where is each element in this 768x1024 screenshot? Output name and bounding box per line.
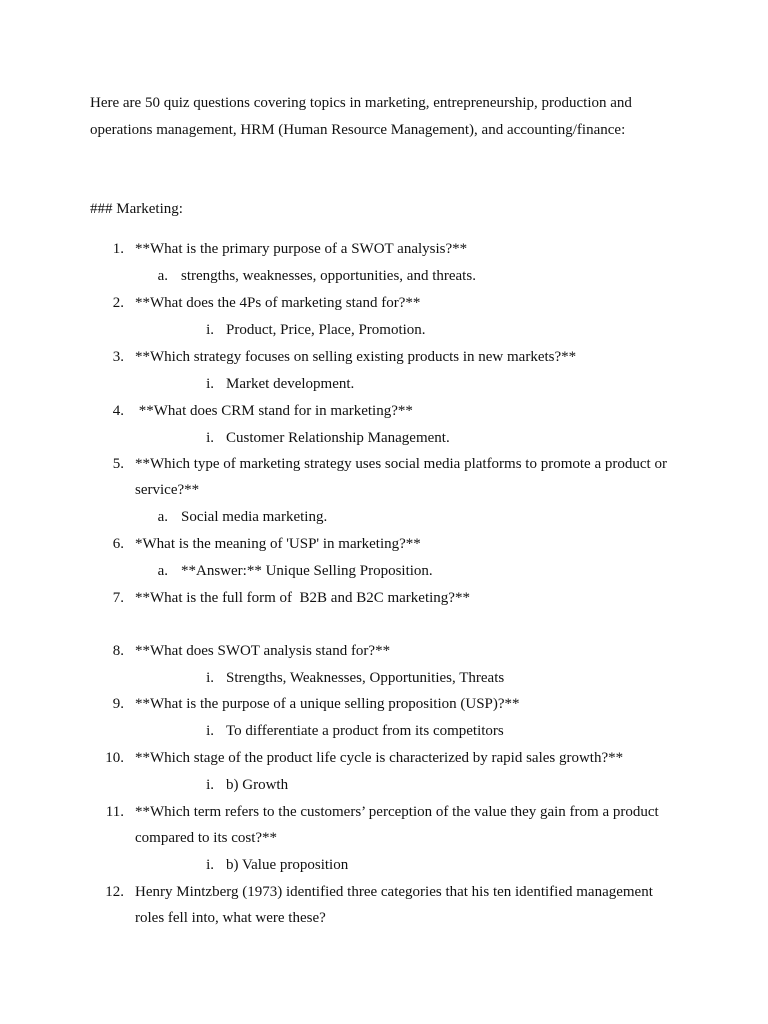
answer-marker: i. [206, 857, 214, 873]
question-text: **What is the primary purpose of a SWOT analysis?** [135, 241, 468, 257]
answer-marker: i. [206, 322, 214, 338]
question-text-continued: compared to its cost?** [135, 830, 278, 846]
answer-text: **Answer:** Unique Selling Proposition. [181, 563, 433, 579]
question-number: 7. [112, 590, 124, 606]
answer-text: b) Value proposition [226, 857, 349, 873]
question-text: **Which type of marketing strategy uses social media platforms to promote a product or [135, 456, 667, 472]
answer-marker: i. [206, 376, 214, 392]
question-number: 4. [112, 403, 124, 419]
question-text: **Which term refers to the customers’ perception of the value they gain from a product [135, 804, 659, 820]
intro-line-1: Here are 50 quiz questions covering topics in marketing, entrepreneurship, production and [90, 95, 632, 111]
question-number: 9. [112, 696, 124, 712]
answer-marker: i. [206, 777, 214, 793]
question-number: 1. [112, 241, 124, 257]
question-text: **What is the purpose of a unique selling proposition (USP)?** [135, 696, 520, 712]
question-text: **What does CRM stand for in marketing?** [135, 403, 413, 419]
question-number: 3. [112, 349, 124, 365]
answer-marker: i. [206, 670, 214, 686]
answer-marker: a. [157, 509, 168, 525]
question-number: 5. [112, 456, 124, 472]
question-number: 10. [105, 750, 124, 766]
answer-marker: a. [157, 268, 168, 284]
answer-text: Product, Price, Place, Promotion. [226, 322, 426, 338]
answer-marker: i. [206, 723, 214, 739]
intro-line-2: operations management, HRM (Human Resource Management), and accounting/finance: [90, 122, 626, 138]
question-text: **Which stage of the product life cycle is characterized by rapid sales growth?** [135, 750, 624, 766]
question-number: 6. [112, 536, 124, 552]
question-text: **Which strategy focuses on selling existing products in new markets?** [135, 349, 577, 365]
answer-text: b) Growth [226, 777, 289, 793]
question-text-continued: service?** [135, 482, 200, 498]
question-text: **What does the 4Ps of marketing stand for?** [135, 295, 421, 311]
answer-text: Customer Relationship Management. [226, 430, 450, 446]
question-number: 11. [105, 804, 124, 820]
answer-text: Strengths, Weaknesses, Opportunities, Threats [226, 670, 505, 686]
answer-marker: i. [206, 430, 214, 446]
answer-text: To differentiate a product from its competitors [226, 723, 504, 739]
question-text: **What does SWOT analysis stand for?** [135, 643, 391, 659]
answer-text: strengths, weaknesses, opportunities, and threats. [181, 268, 476, 284]
question-number: 12. [105, 884, 124, 900]
question-text: *What is the meaning of 'USP' in marketing?** [135, 536, 421, 552]
question-number: 2. [112, 295, 124, 311]
answer-marker: a. [157, 563, 168, 579]
question-text: Henry Mintzberg (1973) identified three categories that his ten identified management [135, 884, 653, 900]
answer-text: Social media marketing. [181, 509, 328, 525]
question-text-continued: roles fell into, what were these? [135, 910, 326, 926]
question-number: 8. [112, 643, 124, 659]
answer-text: Market development. [226, 376, 355, 392]
section-heading-marketing: ### Marketing: [90, 201, 183, 217]
question-text: **What is the full form of B2B and B2C marketing?** [135, 590, 470, 606]
